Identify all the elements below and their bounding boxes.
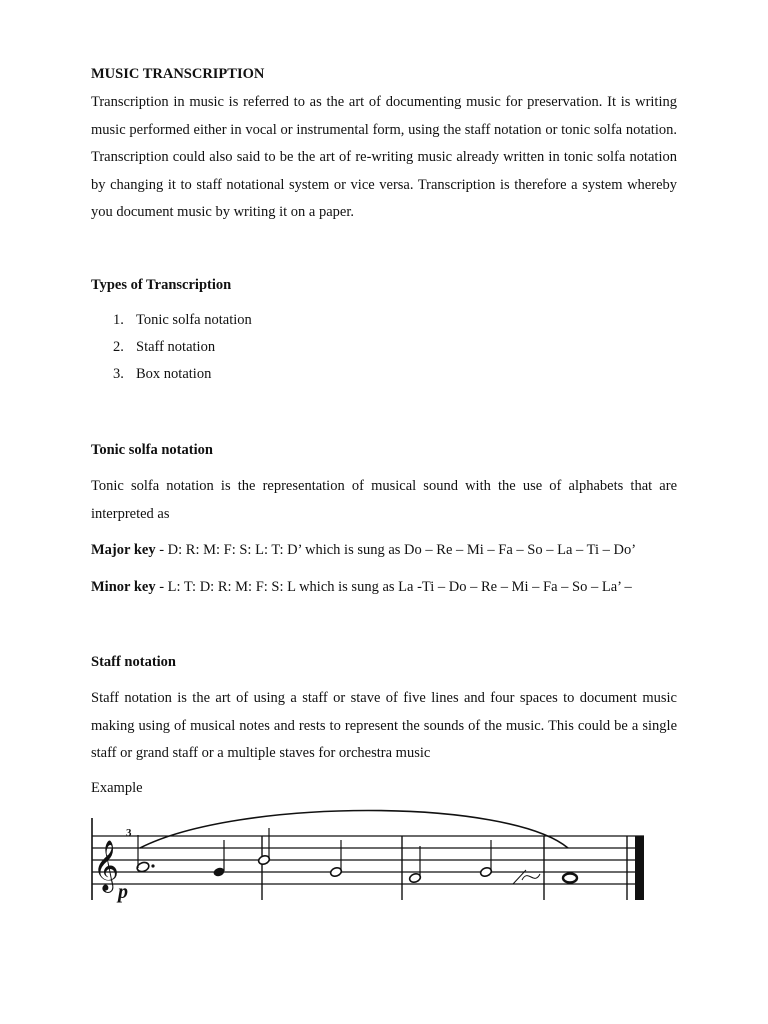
types-heading: Types of Transcription bbox=[91, 277, 232, 293]
staff-notation-paragraph: Staff notation is the art of using a staff or stave of five lines and four spaces to document music making using of musical notes and rests to represent the sounds of the music. This could be a single staff or grand staff or a multiple staves for orchestra music bbox=[91, 690, 677, 762]
music-staff-example bbox=[88, 808, 648, 903]
major-key-line bbox=[91, 542, 636, 559]
staff-notation-heading: Staff notation bbox=[91, 654, 176, 670]
list-item-label: Box notation bbox=[136, 366, 212, 382]
list-item bbox=[91, 364, 252, 391]
dynamic-marking: p bbox=[118, 881, 128, 903]
treble-clef-icon: 𝄞 bbox=[93, 840, 120, 891]
minor-key-text: - L: T: D: R: M: F: S: L which is sung as La -Ti – Do – Re – Mi – Fa – So – La’ – bbox=[155, 579, 632, 595]
bar-lines bbox=[92, 818, 644, 900]
intro-paragraph: Transcription in music is referred to as the art of documenting music for preservation. It is writing music performed either in vocal or instrumental form, using the staff notation or tonic solfa notation. Transcription could also said to be the art of re-writing music already written in tonic solfa notation by changing it to staff notational system or vice versa. Transcription is therefore a system whereby you document music by writing it on a paper. bbox=[91, 94, 677, 221]
example-label: Example bbox=[91, 780, 143, 796]
minor-key-label: Minor key bbox=[91, 579, 156, 595]
list-item bbox=[91, 310, 252, 337]
tonic-solfa-heading: Tonic solfa notation bbox=[91, 442, 213, 458]
tonic-solfa-paragraph: Tonic solfa notation is the representation of musical sound with the use of alphabets that are interpreted as bbox=[91, 478, 677, 522]
list-item-number: 1. bbox=[113, 312, 124, 328]
minor-key-line bbox=[91, 579, 632, 596]
list-item-number: 2. bbox=[113, 339, 124, 355]
slur bbox=[140, 811, 568, 849]
list-item-label: Tonic solfa notation bbox=[136, 312, 252, 328]
types-list bbox=[91, 310, 252, 391]
major-key-label: Major key bbox=[91, 542, 156, 558]
list-item-number: 3. bbox=[113, 366, 124, 382]
list-item-label: Staff notation bbox=[136, 339, 216, 355]
major-key-text: - D: R: M: F: S: L: T: D’ which is sung as Do – Re – Mi – Fa – So – La – Ti – Do’ bbox=[155, 542, 637, 558]
list-item bbox=[91, 337, 252, 364]
page-title: MUSIC TRANSCRIPTION bbox=[91, 66, 265, 82]
measure-number: 3 bbox=[126, 827, 132, 839]
